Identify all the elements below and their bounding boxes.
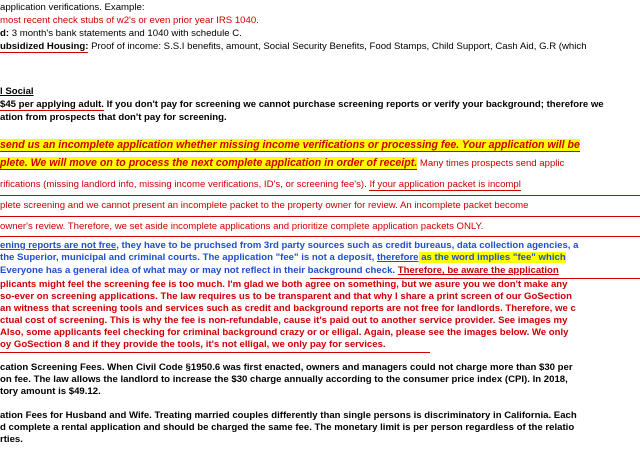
warning-line-4: plete screening and we cannot present an incomplete packet to the property owner for review. An incomplete packet become xyxy=(0,200,529,211)
couples-line-2: d complete a rental application and should be charged the same fee. The monetary limit is per person regardless of the relatio xyxy=(0,422,575,433)
screening-line-3: Everyone has a general idea of what may or may not reflect in their background check. Therefore, be aware the application xyxy=(0,265,559,276)
screening-line-4: plicants might feel the screening fee is too much. I'm glad we both agree on something, but we asure you we don't make any xyxy=(0,279,568,290)
screening-box-bottom xyxy=(0,352,430,353)
fee-line-1: $45 per applying adult. If you don't pay for screening we cannot purchase screening reports or verify your background; therefore we xyxy=(0,99,604,110)
screening-line-7: ctual cost of screening. This is why the fee is non-refundable, cause it's paid out to another service provider. See images my xyxy=(0,315,568,326)
screening-line-2: the Superior, municipal and criminal courts. The application "fee" is not a deposit, therefore as the word implies "fee" which xyxy=(0,252,566,263)
warning-divider-3 xyxy=(0,236,640,237)
intro-line-2: most recent check stubs of w2's or even prior year IRS 1040. xyxy=(0,15,259,26)
couples-line-3: rties. xyxy=(0,434,23,445)
civil-line-2: on fee. The law allows the landlord to increase the $30 charge annually according to the consumer price index (CPI). In 2018, xyxy=(0,374,568,385)
subsidized-housing-label: ubsidized Housing: xyxy=(0,41,89,52)
warning-line-2: plete. We will move on to process the next complete application in order of receipt. Many times prospects send applic xyxy=(0,157,565,169)
screening-line-5: so-ever on screening applications. The law requires us to be transparent and that why I share a print screen of our GoSection xyxy=(0,291,573,302)
civil-line-1: cation Screening Fees. When Civil Code §1950.6 was first enacted, owners and managers could not charge more than $30 per xyxy=(0,362,573,373)
screening-line-1: ening reports are not free, they have to be pruchsed from 3rd party sources such as credit bureaus, data collection agencies, a xyxy=(0,240,579,251)
warning-line-1: send us an incomplete application whether missing income verifications or processing fee. Your application will be xyxy=(0,139,580,151)
fee-line-2: ation from prospects that don't pay for screening. xyxy=(0,112,227,123)
screening-line-6: an witness that screening tools and services such as credit and background reports are not free for landlords. Therefore, we c xyxy=(0,303,576,314)
civil-line-3: tory amount is $49.12. xyxy=(0,386,101,397)
intro-line-1: application verifications. Example: xyxy=(0,2,145,13)
warning-divider-1 xyxy=(0,195,640,196)
couples-line-1: ation Fees for Husband and Wife. Treating married couples differently than single persons is discriminatory in California. Each xyxy=(0,410,577,421)
intro-line-4: ubsidized Housing: Proof of income: S.S.I benefits, amount, Social Security Benefits, Food Stamps, Child Support, Cash Aid, G.R (which xyxy=(0,41,587,52)
screening-line-9: oy GoSection 8 and if they provide the tools, it's not elligal, we only pay for services. xyxy=(0,339,386,350)
intro-line-3: d: 3 month's bank statements and 1040 with schedule C. xyxy=(0,28,242,39)
warning-divider-2 xyxy=(0,216,640,217)
warning-line-5: owner's review. Therefore, we set aside incomplete applications and prioritize complete application packets ONLY. xyxy=(0,221,484,232)
screening-line-8: Also, some applicants feel checking for criminal background crazy or or elligal. Again, please see the images below. We only xyxy=(0,327,569,338)
warning-line-3: rifications (missing landlord info, missing income verifications, ID's, or screening fee's). If your application packet is incompl xyxy=(0,179,521,190)
fee-heading: l Social xyxy=(0,86,34,97)
